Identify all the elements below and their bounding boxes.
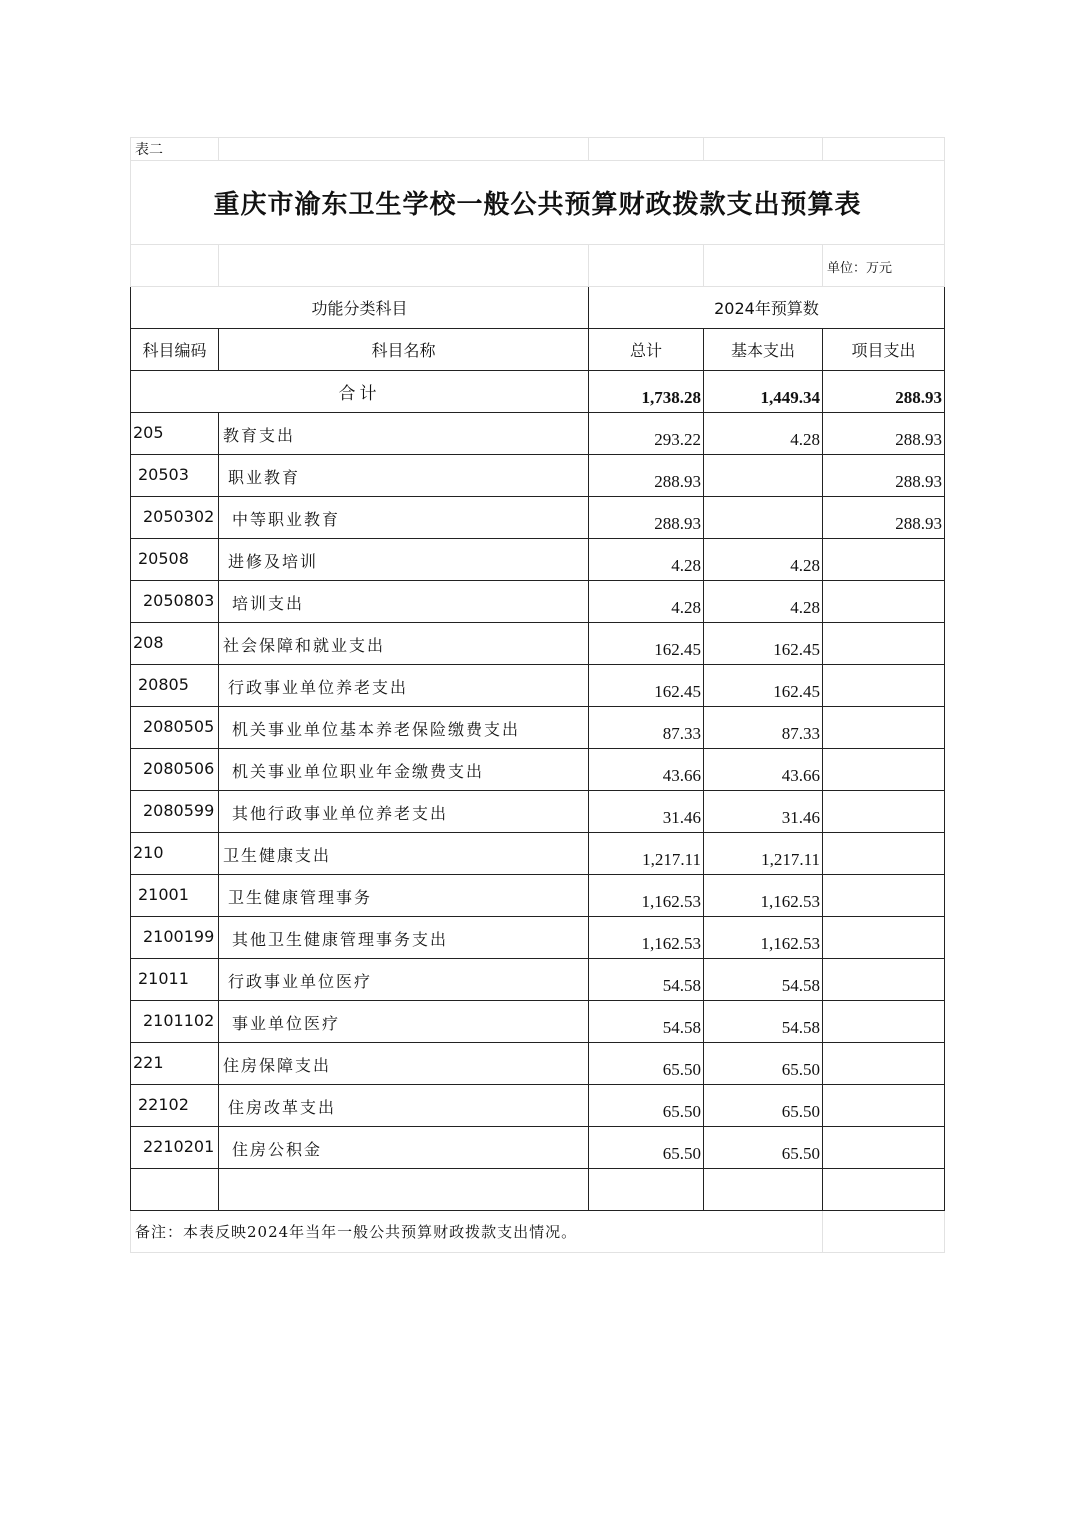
total-total: 1,738.28 — [589, 371, 704, 413]
row-name: 住房公积金 — [219, 1127, 589, 1169]
row-total: 54.58 — [589, 959, 704, 1001]
row-name: 其他卫生健康管理事务支出 — [219, 917, 589, 959]
table-row — [131, 665, 945, 707]
row-name: 机关事业单位职业年金缴费支出 — [219, 749, 589, 791]
row-project: 288.93 — [823, 455, 945, 497]
header-code: 科目编码 — [131, 329, 219, 371]
row-project — [823, 1085, 945, 1127]
row-project — [823, 1043, 945, 1085]
row-basic — [704, 455, 823, 497]
row-total: 288.93 — [589, 455, 704, 497]
header-total: 总计 — [589, 329, 704, 371]
row-basic: 4.28 — [704, 539, 823, 581]
row-basic: 4.28 — [704, 413, 823, 455]
row-name: 卫生健康管理事务 — [219, 875, 589, 917]
row-code: 2050803 — [131, 581, 219, 623]
row-basic: 162.45 — [704, 665, 823, 707]
table-row — [131, 497, 945, 539]
row-name: 培训支出 — [219, 581, 589, 623]
row-basic: 54.58 — [704, 1001, 823, 1043]
row-total: 87.33 — [589, 707, 704, 749]
table-row — [131, 623, 945, 665]
row-total: 1,162.53 — [589, 917, 704, 959]
row-total: 162.45 — [589, 665, 704, 707]
row-code: 205 — [131, 413, 219, 455]
row-basic: 1,162.53 — [704, 875, 823, 917]
row-name: 社会保障和就业支出 — [219, 623, 589, 665]
table-row — [131, 539, 945, 581]
row-project — [823, 875, 945, 917]
row-total: 65.50 — [589, 1127, 704, 1169]
row-basic — [704, 497, 823, 539]
row-basic: 4.28 — [704, 581, 823, 623]
row-code: 21011 — [131, 959, 219, 1001]
row-basic: 43.66 — [704, 749, 823, 791]
row-name: 行政事业单位医疗 — [219, 959, 589, 1001]
row-name: 住房保障支出 — [219, 1043, 589, 1085]
sheet-label-row — [131, 138, 945, 161]
header-project: 项目支出 — [823, 329, 945, 371]
row-name: 教育支出 — [219, 413, 589, 455]
row-name: 职业教育 — [219, 455, 589, 497]
row-total: 43.66 — [589, 749, 704, 791]
row-project — [823, 665, 945, 707]
row-total: 4.28 — [589, 539, 704, 581]
row-name: 机关事业单位基本养老保险缴费支出 — [219, 707, 589, 749]
table-row — [131, 833, 945, 875]
row-project — [823, 1127, 945, 1169]
row-total: 4.28 — [589, 581, 704, 623]
row-code: 2100199 — [131, 917, 219, 959]
header-basic: 基本支出 — [704, 329, 823, 371]
row-code: 22102 — [131, 1085, 219, 1127]
total-row — [131, 371, 945, 413]
row-basic: 65.50 — [704, 1043, 823, 1085]
row-project — [823, 749, 945, 791]
row-code: 2080506 — [131, 749, 219, 791]
note-end-cell — [823, 1211, 945, 1253]
table-row — [131, 1001, 945, 1043]
unit-label: 单位：万元 — [823, 245, 945, 287]
row-project — [823, 959, 945, 1001]
row-total: 65.50 — [589, 1085, 704, 1127]
sheet-label: 表二 — [131, 138, 219, 161]
row-basic: 162.45 — [704, 623, 823, 665]
table-row — [131, 1043, 945, 1085]
row-project — [823, 833, 945, 875]
row-basic: 54.58 — [704, 959, 823, 1001]
budget-sheet — [130, 137, 944, 1253]
row-total: 162.45 — [589, 623, 704, 665]
table-row — [131, 413, 945, 455]
row-basic: 87.33 — [704, 707, 823, 749]
empty-cell — [589, 1169, 704, 1211]
row-code: 2080505 — [131, 707, 219, 749]
header-group-left: 功能分类科目 — [131, 287, 589, 329]
header-name: 科目名称 — [219, 329, 589, 371]
table-row — [131, 581, 945, 623]
table-row — [131, 1085, 945, 1127]
row-total: 1,217.11 — [589, 833, 704, 875]
row-code: 2050302 — [131, 497, 219, 539]
row-basic: 65.50 — [704, 1127, 823, 1169]
empty-cell — [823, 1169, 945, 1211]
row-total: 1,162.53 — [589, 875, 704, 917]
row-code: 21001 — [131, 875, 219, 917]
row-name: 其他行政事业单位养老支出 — [219, 791, 589, 833]
row-code: 208 — [131, 623, 219, 665]
footnote: 备注：本表反映2024年当年一般公共预算财政拨款支出情况。 — [131, 1211, 823, 1253]
total-basic: 1,449.34 — [704, 371, 823, 413]
row-code: 20503 — [131, 455, 219, 497]
table-row — [131, 1127, 945, 1169]
row-project — [823, 1001, 945, 1043]
table-row — [131, 875, 945, 917]
table-row — [131, 707, 945, 749]
row-name: 住房改革支出 — [219, 1085, 589, 1127]
row-code: 20508 — [131, 539, 219, 581]
column-header-row — [131, 329, 945, 371]
row-name: 行政事业单位养老支出 — [219, 665, 589, 707]
total-project: 288.93 — [823, 371, 945, 413]
row-project — [823, 581, 945, 623]
empty-cell — [704, 1169, 823, 1211]
budget-table — [130, 137, 945, 1253]
row-name: 中等职业教育 — [219, 497, 589, 539]
row-code: 210 — [131, 833, 219, 875]
table-row — [131, 917, 945, 959]
row-basic: 65.50 — [704, 1085, 823, 1127]
row-code: 2101102 — [131, 1001, 219, 1043]
row-project — [823, 707, 945, 749]
row-name: 卫生健康支出 — [219, 833, 589, 875]
row-name: 事业单位医疗 — [219, 1001, 589, 1043]
row-total: 31.46 — [589, 791, 704, 833]
row-code: 20805 — [131, 665, 219, 707]
row-total: 54.58 — [589, 1001, 704, 1043]
row-basic: 31.46 — [704, 791, 823, 833]
row-project: 288.93 — [823, 497, 945, 539]
row-project — [823, 791, 945, 833]
row-project: 288.93 — [823, 413, 945, 455]
row-code: 221 — [131, 1043, 219, 1085]
empty-cell — [219, 1169, 589, 1211]
table-row — [131, 791, 945, 833]
row-total: 293.22 — [589, 413, 704, 455]
row-project — [823, 539, 945, 581]
row-project — [823, 623, 945, 665]
row-basic: 1,217.11 — [704, 833, 823, 875]
row-total: 288.93 — [589, 497, 704, 539]
table-row — [131, 455, 945, 497]
row-total: 65.50 — [589, 1043, 704, 1085]
row-basic: 1,162.53 — [704, 917, 823, 959]
row-code: 2080599 — [131, 791, 219, 833]
page-title: 重庆市渝东卫生学校一般公共预算财政拨款支出预算表 — [131, 161, 945, 245]
unit-row — [131, 245, 945, 287]
note-row — [131, 1211, 945, 1253]
group-header-row — [131, 287, 945, 329]
table-row — [131, 749, 945, 791]
header-group-right: 2024年预算数 — [589, 287, 945, 329]
table-row — [131, 959, 945, 1001]
empty-row — [131, 1169, 945, 1211]
row-code: 2210201 — [131, 1127, 219, 1169]
empty-cell — [131, 1169, 219, 1211]
title-row — [131, 161, 945, 245]
total-label: 合计 — [131, 371, 589, 413]
row-name: 进修及培训 — [219, 539, 589, 581]
row-project — [823, 917, 945, 959]
